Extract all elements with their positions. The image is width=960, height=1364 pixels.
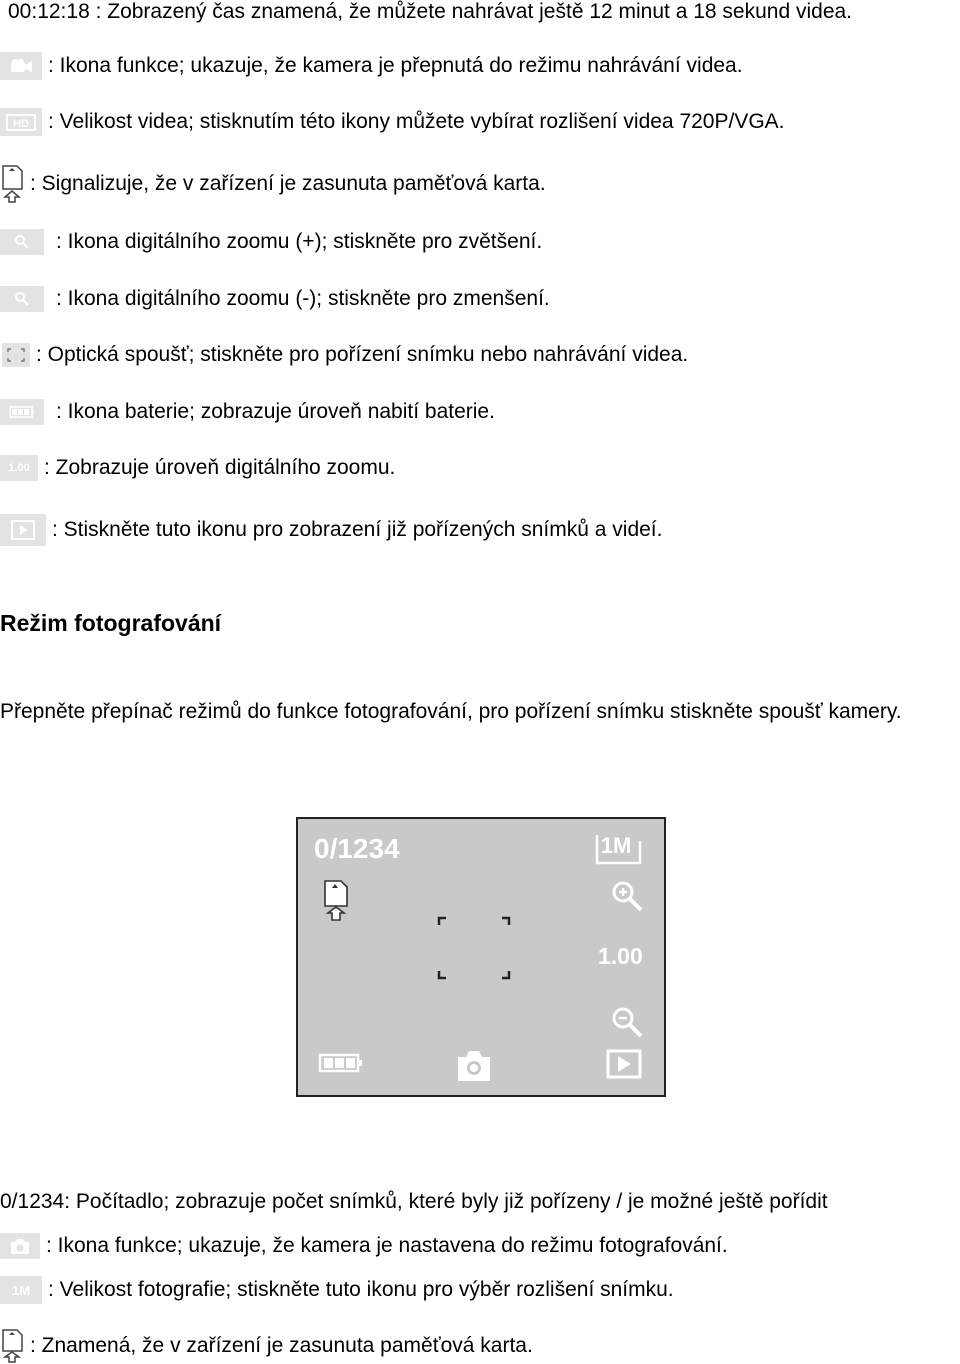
legend-text: : Zobrazuje úroveň digitálního zoomu. xyxy=(44,456,396,479)
legend-line-video-size xyxy=(0,104,785,140)
legend-text: 0/1234: Počítadlo; zobrazuje počet snímků, které byly již pořízeny / je možné ještě pořídit xyxy=(0,1190,828,1213)
legend-text: : Ikona digitálního zoomu (+); stiskněte pro zvětšení. xyxy=(56,230,543,253)
screen-photo-camera-icon xyxy=(454,1047,494,1088)
legend-text: : Ikona funkce; ukazuje, že kamera je přepnutá do režimu nahrávání videa. xyxy=(48,54,743,77)
screen-sd-card-icon xyxy=(322,879,350,926)
zoom-level-icon: 1.00 xyxy=(0,455,38,481)
legend-line-video-mode xyxy=(0,48,743,84)
hd-icon xyxy=(0,108,42,136)
legend-line-zoom-in xyxy=(0,224,542,260)
screen-zoom-in-icon xyxy=(610,879,644,918)
focus-frame-icon xyxy=(2,343,30,367)
legend-line-zoom-out xyxy=(0,281,550,317)
section-heading: Režim fotografování xyxy=(0,610,222,636)
sd-card-icon xyxy=(0,165,24,203)
screen-focus-frame xyxy=(436,915,512,986)
screen-resolution-label: 1M xyxy=(600,833,632,858)
legend-text: 00:12:18 : Zobrazený čas znamená, že můžete nahrávat ještě 12 minut a 18 sekund videa. xyxy=(8,0,853,23)
legend-line-shutter xyxy=(0,337,688,373)
legend-line-zoom-level xyxy=(0,450,395,486)
battery-icon xyxy=(0,399,44,425)
screen-resolution-icon xyxy=(594,829,644,872)
1m-resolution-icon: 1M xyxy=(0,1276,42,1304)
camera-screen-illustration xyxy=(296,817,666,1097)
legend-text: : Ikona baterie; zobrazuje úroveň nabití baterie. xyxy=(56,400,495,423)
legend-text: : Velikost videa; stisknutím této ikony můžete vybírat rozlišení videa 720P/VGA. xyxy=(48,110,785,133)
legend-text: : Signalizuje, že v zařízení je zasunuta paměťová karta. xyxy=(30,172,546,195)
screen-zoom-out-icon xyxy=(610,1005,644,1044)
legend-line-playback xyxy=(0,512,662,548)
legend-line-counter xyxy=(0,1184,828,1220)
legend-line-photo-mode xyxy=(0,1228,728,1264)
legend-text: : Ikona digitálního zoomu (-); stiskněte pro zmenšení. xyxy=(56,287,550,310)
video-camera-icon xyxy=(0,52,42,80)
section-paragraph: Přepněte přepínač režimů do funkce fotografování, pro pořízení snímku stiskněte spoušť kamery. xyxy=(0,700,902,723)
legend-line-memory-card xyxy=(0,166,546,202)
legend-text: : Optická spoušť; stiskněte pro pořízení snímku nebo nahrávání videa. xyxy=(36,343,689,366)
sd-card-icon xyxy=(0,1329,24,1363)
zoom-in-icon xyxy=(0,229,44,255)
screen-zoom-level: 1.00 xyxy=(598,943,643,969)
legend-text: : Velikost fotografie; stiskněte tuto ikonu pro výběr rozlišení snímku. xyxy=(48,1278,674,1301)
legend-line-battery xyxy=(0,394,495,430)
svg-text:HD: HD xyxy=(13,118,29,130)
legend-text: : Ikona funkce; ukazuje, že kamera je nastavena do režimu fotografování. xyxy=(46,1234,728,1257)
screen-battery-icon xyxy=(318,1053,364,1078)
playback-icon xyxy=(0,514,46,546)
legend-line-memory-card-photo xyxy=(0,1328,533,1364)
legend-text: : Stiskněte tuto ikonu pro zobrazení již pořízených snímků a videí. xyxy=(52,518,663,541)
legend-line-time-remaining xyxy=(0,0,852,30)
screen-playback-icon xyxy=(606,1049,642,1084)
zoom-out-icon xyxy=(0,286,44,312)
legend-line-photo-size xyxy=(0,1272,674,1308)
screen-counter: 0/1234 xyxy=(314,833,400,864)
legend-text: : Znamená, že v zařízení je zasunuta paměťová karta. xyxy=(30,1334,533,1357)
photo-camera-icon xyxy=(0,1233,40,1259)
